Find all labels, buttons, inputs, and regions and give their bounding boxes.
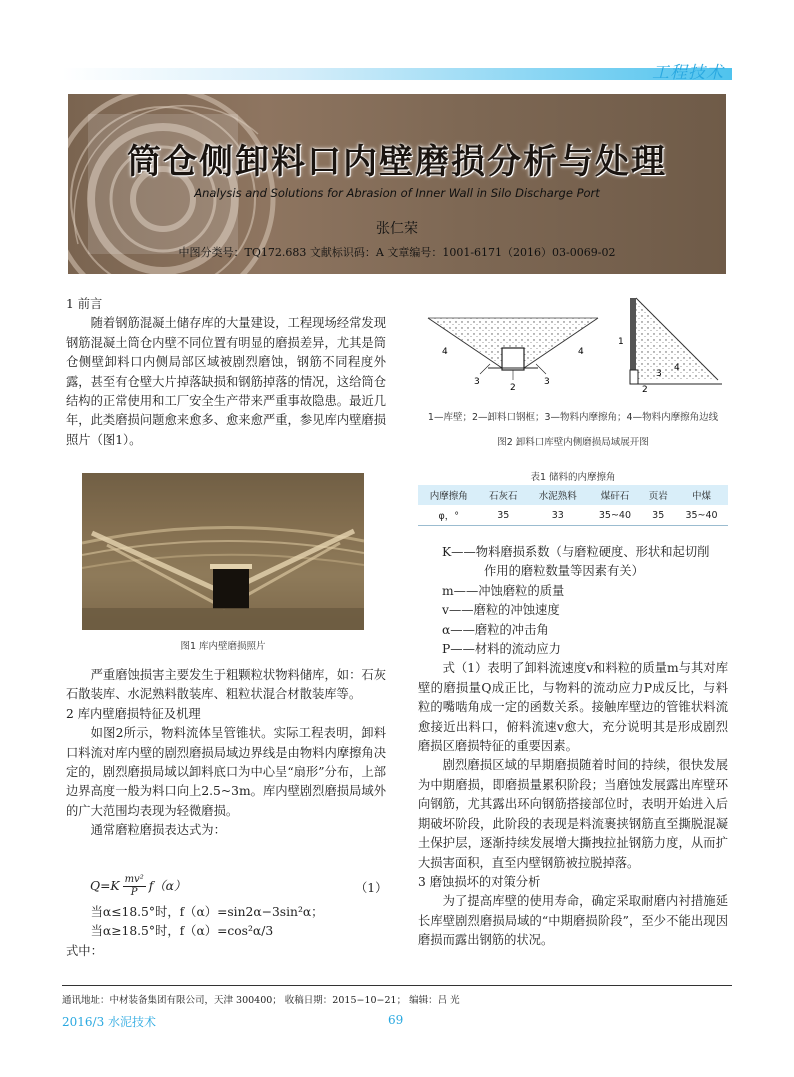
label-3-left: 3 — [474, 377, 480, 387]
page-number: 69 — [388, 1013, 404, 1027]
figure2-legend: 1—库壁；2—卸料口钢框；3—物料内摩擦角；4—物料内摩擦角边线 — [427, 412, 719, 423]
label-2: 2 — [510, 383, 516, 393]
journal-issue: 2016/3 水泥技术 — [62, 1015, 157, 1029]
eq-where: 式中： — [66, 943, 103, 958]
label-3-right-diagram: 3 — [656, 369, 662, 379]
equation-number: （1） — [355, 881, 388, 895]
eq-fraction — [123, 874, 146, 899]
eq-numerator: mv² — [124, 874, 144, 885]
author-footnote: 通讯地址：中材装备集团有限公司，天津 300400； 收稿日期：2015−10−21； 编辑：吕 光 — [62, 995, 460, 1006]
section2-heading: 2 库内壁磨损特征及机理 — [66, 706, 201, 721]
figure2-caption: 图2 卸料口库壁内侧磨损局域展开图 — [497, 437, 649, 448]
paragraph-materials: 严重磨蚀损害主要发生于粗颗粒状物料储库，如：石灰石散装库、水泥熟料散装库、粗粒状混合材散装库等。 — [66, 668, 386, 702]
right-column — [418, 543, 728, 951]
friction-angle-table — [418, 485, 728, 526]
figure1-caption: 图1 库内壁磨损照片 — [180, 641, 266, 652]
section-label: 工程技术 — [652, 63, 724, 83]
header-gradient-bar — [62, 68, 732, 80]
variable-p: P——材料的流动应力 — [442, 642, 561, 657]
left-column — [66, 295, 386, 450]
table-cell: 33 — [527, 505, 588, 526]
eq-denominator: P — [130, 887, 138, 898]
article-title: 筒仓侧卸料口内壁磨损分析与处理 — [127, 142, 667, 182]
equation-explanation: 式（1）表明了卸料流速度v和料粒的质量m与其对库壁的磨损量Q成正比，与物料的流动应力P成反比，与料粒的嘴啮角成一定的函数关系。接触库壁边的管锥状料流愈接近出料口，俯料流速v愈大，充分说明其是形成剧烈磨损区磨损特征的重要因素。 — [418, 661, 728, 754]
label-4-right-diagram: 4 — [674, 363, 680, 373]
table-header-cell: 中煤 — [675, 485, 728, 505]
figure2-diagram — [418, 296, 728, 396]
variable-alpha: α——磨粒的冲击角 — [442, 622, 549, 637]
left-column-lower — [66, 666, 386, 841]
author: 张仁荣 — [376, 221, 418, 237]
variable-k: K——物料磨损系数（与磨粒硬度、形状和起切削 — [442, 545, 710, 559]
footer-rule — [62, 985, 732, 986]
section2-paragraph: 如图2所示，物料流体呈管锥状。实际工程表明，卸料口料流对库内壁的剧烈磨损局域边界线是由物料内摩擦角决定的，剧烈磨损局域以卸料底口为中心呈“扇形”分布，上部边界高度一般为料口向上2.5~3m。库内壁剧烈磨损局域外的广大范围均表现为轻微磨损。 — [66, 726, 386, 818]
label-4-right: 4 — [578, 347, 584, 357]
table-cell: 35~40 — [589, 505, 642, 526]
label-4-left: 4 — [442, 347, 448, 357]
variable-m: m——冲蚀磨粒的质量 — [442, 583, 565, 598]
eq-condition-1: 当α≤18.5°时，f（α）=sin2α−3sin²α； — [90, 905, 324, 919]
label-1-right-diagram: 1 — [618, 337, 624, 347]
wall-abrasion-photo-illustration — [82, 473, 364, 630]
eq-rhs: f（α） — [148, 879, 187, 893]
table-cell: 35 — [479, 505, 527, 526]
formula-intro: 通常磨粒磨损表达式为： — [90, 823, 226, 838]
equation-1 — [90, 874, 186, 899]
label-2-right-diagram: 2 — [642, 385, 648, 395]
table-header-cell: 水泥熟料 — [527, 485, 588, 505]
section3-paragraph: 为了提高库壁的使用寿命，确定采取耐磨内衬措施延长库壁剧烈磨损局域的“中期磨损阶段”，至少不能出现因磨损而露出钢筋的状况。 — [418, 894, 728, 948]
table-header-row — [418, 485, 728, 505]
table-header-cell: 内摩擦角 — [418, 485, 479, 505]
section1-heading: 1 前言 — [66, 297, 103, 311]
classification-line: 中图分类号：TQ172.683 文献标识码：A 文章编号：1001-6171（2016）03-0069-02 — [178, 246, 616, 259]
table-header-cell: 页岩 — [641, 485, 675, 505]
table-cell: 35 — [641, 505, 675, 526]
section3-heading: 3 磨蚀损坏的对策分析 — [418, 874, 541, 889]
variable-v: v——磨粒的冲蚀速度 — [442, 603, 560, 618]
eq-lhs: Q=K — [90, 879, 120, 893]
eq-condition-2: 当α≥18.5°时，f（α）=cos²α/3 — [90, 924, 274, 939]
table-row — [418, 505, 728, 526]
variable-k-continued: 作用的磨粒数量等因素有关） — [484, 564, 644, 579]
figure1-photo — [82, 473, 364, 630]
section1-paragraph: 随着钢筋混凝土储存库的大量建设，工程现场经常发现钢筋混凝土筒仓内壁不同位置有明显的磨损差异，尤其是筒仓侧壁卸料口内侧局部区域被剧烈磨蚀，钢筋不同程度外露，甚至有仓壁大片掉落缺损和钢筋掉落的情况，这给筒仓结构的正常使用和工厂安全生产带来严重事故隐患。最近几年，此类磨损问题愈来愈多、愈来愈严重，参见库内壁磨损照片（图1）。 — [66, 316, 386, 447]
equation-conditions — [66, 903, 386, 961]
discharge-frame — [502, 348, 524, 370]
table-cell: φ，° — [418, 505, 479, 526]
table-header-cell: 煤矸石 — [589, 485, 642, 505]
wear-stage-paragraph: 剧烈磨损区域的早期磨损随着时间的持续，很快发展为中期磨损，即磨损量累积阶段；当磨蚀发展露出库壁环向钢筋，尤其露出环向钢筋搭接部位时，表明开始进入后期破坏阶段，此阶段的表现是料流裹挟钢筋直至撕脱混凝土保护层，逐渐持续发展增大撕拽拉扯钢筋力度，从而扩大损害面积，直至内壁钢筋被拉脱掉落。 — [418, 758, 728, 870]
table1-caption: 表1 储料的内摩擦角 — [530, 472, 616, 483]
article-title-english: Analysis and Solutions for Abrasion of Inner Wall in Silo Discharge Port — [194, 186, 600, 200]
table-cell: 35~40 — [675, 505, 728, 526]
title-banner — [68, 94, 726, 274]
table-header-cell: 石灰石 — [479, 485, 527, 505]
label-3-right: 3 — [544, 377, 550, 387]
